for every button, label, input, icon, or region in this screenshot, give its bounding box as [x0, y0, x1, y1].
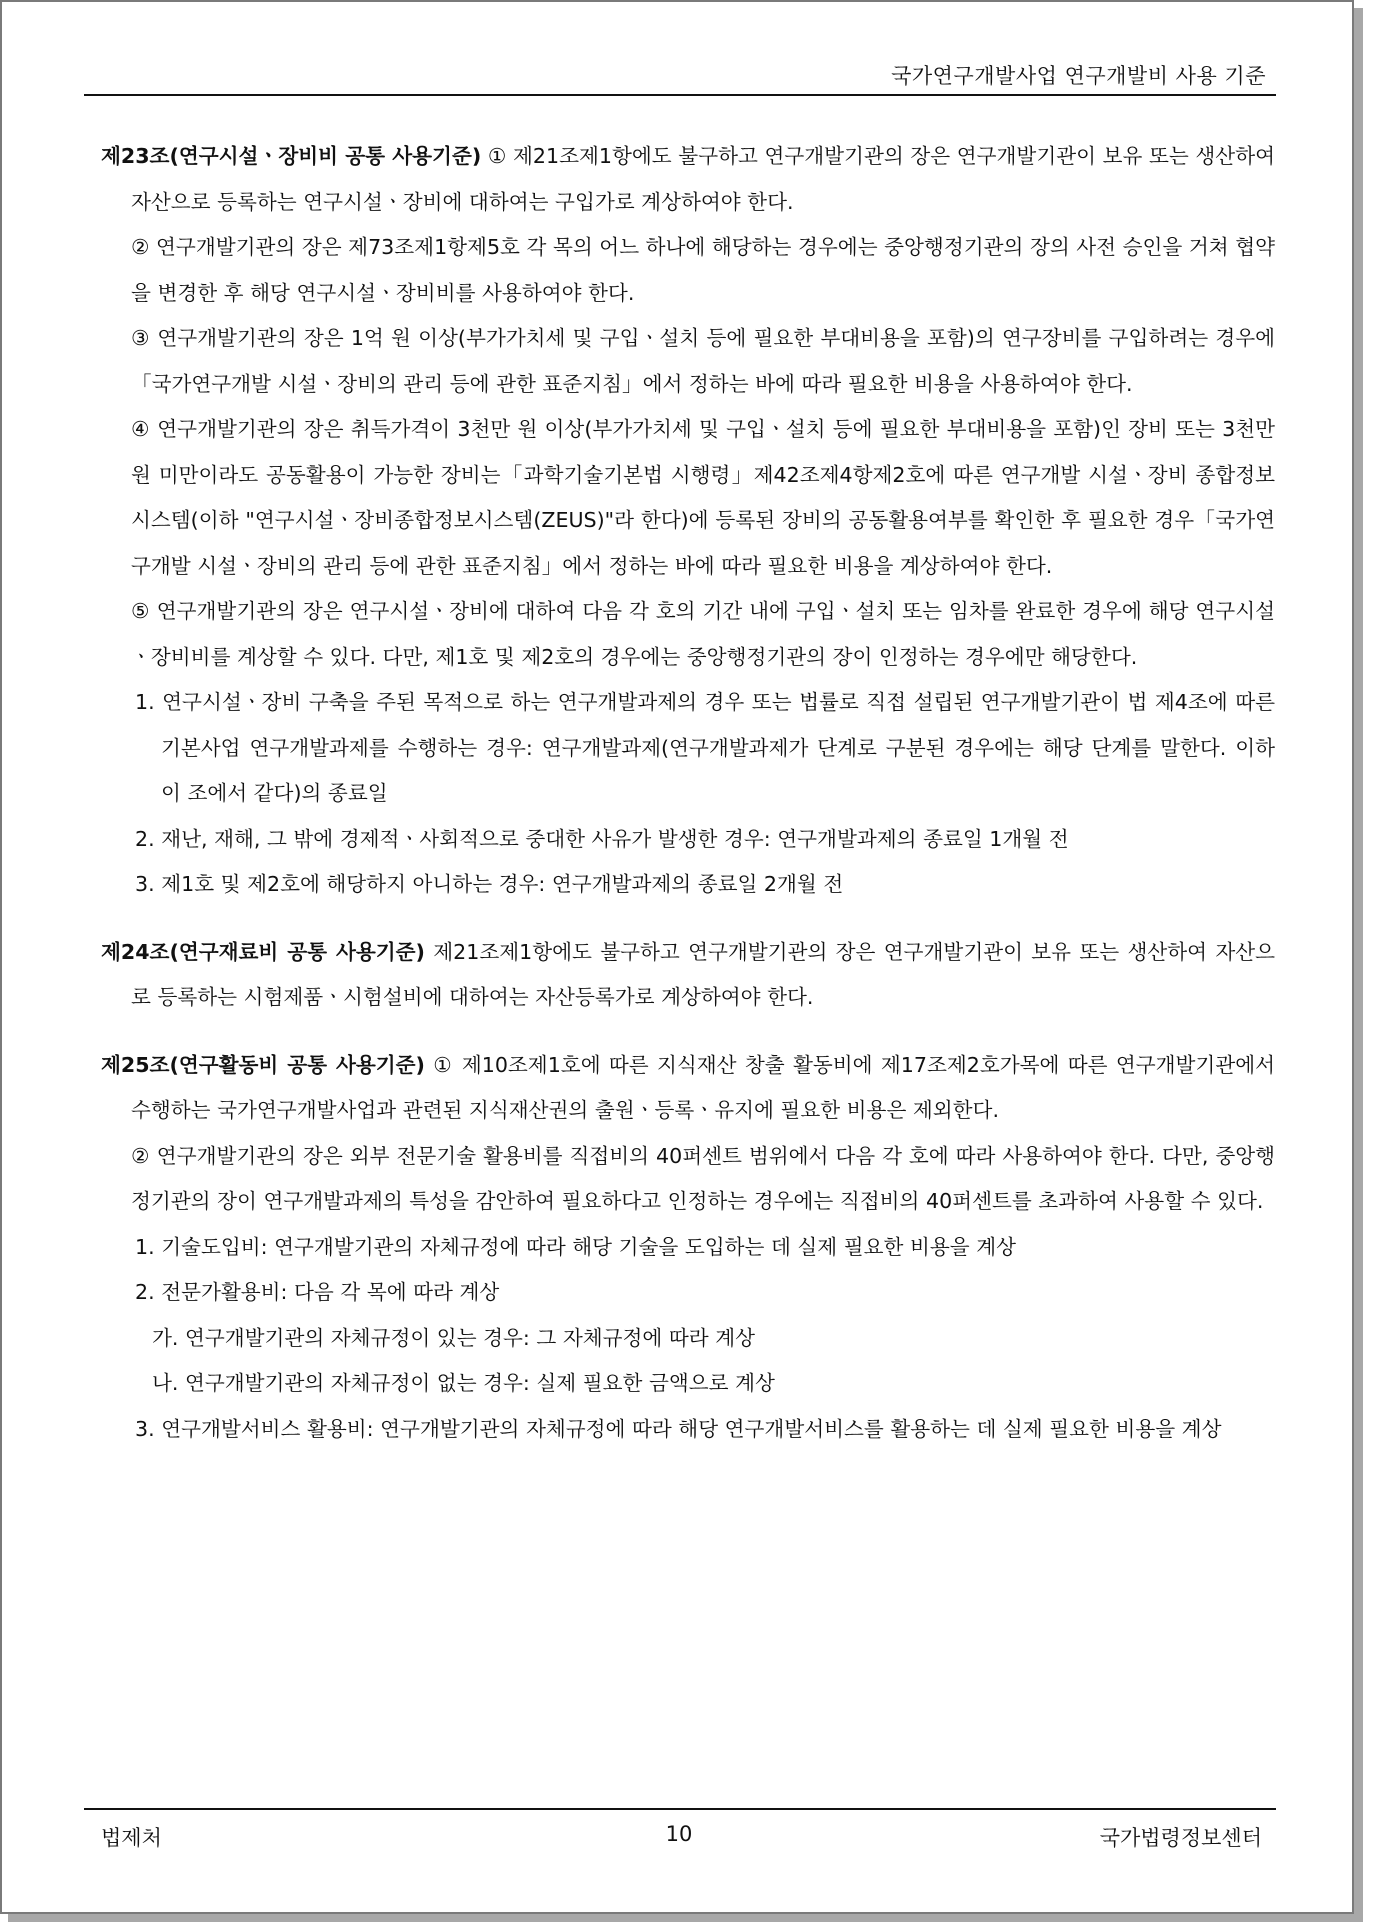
article-24-para-1	[101, 930, 1275, 1021]
article-25	[101, 1043, 1275, 1453]
article-25-heading: 제25조(연구활동비 공통 사용기준)	[101, 1052, 425, 1077]
article-23-para-2: ② 연구개발기관의 장은 제73조제1항제5호 각 목의 어느 하나에 해당하는 경우에는 중앙행정기관의 장의 사전 승인을 거쳐 협약을 변경한 후 해당 연구시설ㆍ장비비를 사용하여야 한다.	[131, 235, 1275, 305]
header-title: 국가연구개발사업 연구개발비 사용 기준	[891, 64, 1266, 88]
article-25-item-2: 2. 전문가활용비: 다음 각 목에 따라 계상	[135, 1280, 500, 1304]
article-24-heading: 제24조(연구재료비 공통 사용기준)	[101, 939, 425, 964]
article-23-item-1: 1. 연구시설ㆍ장비 구축을 주된 목적으로 하는 연구개발과제의 경우 또는 법률로 직접 설립된 연구개발기관이 법 제4조에 따른 기본사업 연구개발과제를 수행하는 경우: 연구개발과제(연구개발과제가 단계로 구분된 경우에는 해당 단계를 말한다. 이하 이 조에서 같다)의 종료일	[135, 690, 1275, 805]
article-23-para-1-text: ① 제21조제1항에도 불구하고 연구개발기관의 장은 연구개발기관이 보유 또는 생산하여 자산으로 등록하는 연구시설ㆍ장비에 대하여는 구입가로 계상하여야 한다.	[131, 144, 1275, 214]
article-24-para-1-text: 제21조제1항에도 불구하고 연구개발기관의 장은 연구개발기관이 보유 또는 생산하여 자산으로 등록하는 시험제품ㆍ시험설비에 대하여는 자산등록가로 계상하여야 한다.	[131, 939, 1276, 1009]
article-23-para-5: ⑤ 연구개발기관의 장은 연구시설ㆍ장비에 대하여 다음 각 호의 기간 내에 구입ㆍ설치 또는 임차를 완료한 경우에 해당 연구시설ㆍ장비비를 계상할 수 있다. 다만, 제1호 및 제2호의 경우에는 중앙행정기관의 장이 인정하는 경우에만 해당한다.	[131, 599, 1275, 669]
article-23-para-4: ④ 연구개발기관의 장은 취득가격이 3천만 원 이상(부가가치세 및 구입ㆍ설치 등에 필요한 부대비용을 포함)인 장비 또는 3천만 원 미만이라도 공동활용이 가능한 장비는「과학기술기본법 시행령」제42조제4항제2호에 따른 연구개발 시설ㆍ장비 종합정보시스템(이하 "연구시설ㆍ장비종합정보시스템(ZEUS)"라 한다)에 등록된 장비의 공동활용여부를 확인한 후 필요한 경우「국가연구개발 시설ㆍ장비의 관리 등에 관한 표준지침」에서 정하는 바에 따라 필요한 비용을 계상하여야 한다.	[131, 417, 1275, 578]
article-23-para-1	[101, 134, 1275, 225]
article-25-subitem-na: 나. 연구개발기관의 자체규정이 없는 경우: 실제 필요한 금액으로 계상	[152, 1371, 775, 1395]
article-23-heading: 제23조(연구시설ㆍ장비비 공통 사용기준)	[101, 144, 482, 168]
footer-publisher: 법제처	[101, 1826, 162, 1850]
article-23	[101, 134, 1275, 908]
page-shadow-bottom	[8, 1914, 1363, 1922]
article-23-item-2: 2. 재난, 재해, 그 밖에 경제적ㆍ사회적으로 중대한 사유가 발생한 경우: 연구개발과제의 종료일 1개월 전	[135, 826, 1069, 851]
article-25-item-1: 1. 기술도입비: 연구개발기관의 자체규정에 따라 해당 기술을 도입하는 데 실제 필요한 비용을 계상	[135, 1234, 1016, 1259]
article-23-para-3: ③ 연구개발기관의 장은 1억 원 이상(부가가치세 및 구입ㆍ설치 등에 필요한 부대비용을 포함)의 연구장비를 구입하려는 경우에「국가연구개발 시설ㆍ장비의 관리 등에 관한 표준지침」에서 정하는 바에 따라 필요한 비용을 사용하여야 한다.	[131, 326, 1275, 396]
header-rule	[84, 94, 1276, 96]
page-number: 10	[665, 1822, 693, 1846]
article-25-para-1-text: ① 제10조제1호에 따른 지식재산 창출 활동비에 제17조제2호가목에 따른 연구개발기관에서 수행하는 국가연구개발사업과 관련된 지식재산권의 출원ㆍ등록ㆍ유지에 필요한 비용은 제외한다.	[131, 1052, 1275, 1122]
document-body	[101, 134, 1275, 1474]
article-23-item-3: 3. 제1호 및 제2호에 해당하지 아니하는 경우: 연구개발과제의 종료일 2개월 전	[135, 872, 844, 896]
footer-source: 국가법령정보센터	[1099, 1826, 1262, 1850]
page-shadow-right	[1354, 8, 1363, 1918]
article-24	[101, 930, 1275, 1021]
article-25-item-3: 3. 연구개발서비스 활용비: 연구개발기관의 자체규정에 따라 해당 연구개발서비스를 활용하는 데 실제 필요한 비용을 계상	[135, 1416, 1222, 1441]
footer-rule	[84, 1808, 1276, 1810]
article-25-para-2: ② 연구개발기관의 장은 외부 전문기술 활용비를 직접비의 40퍼센트 범위에서 다음 각 호에 따라 사용하여야 한다. 다만, 중앙행정기관의 장이 연구개발과제의 특성을 감안하여 필요하다고 인정하는 경우에는 직접비의 40퍼센트를 초과하여 사용할 수 있다.	[131, 1143, 1275, 1213]
article-25-subitem-ga: 가. 연구개발기관의 자체규정이 있는 경우: 그 자체규정에 따라 계상	[152, 1325, 755, 1350]
article-25-para-1	[101, 1043, 1275, 1134]
